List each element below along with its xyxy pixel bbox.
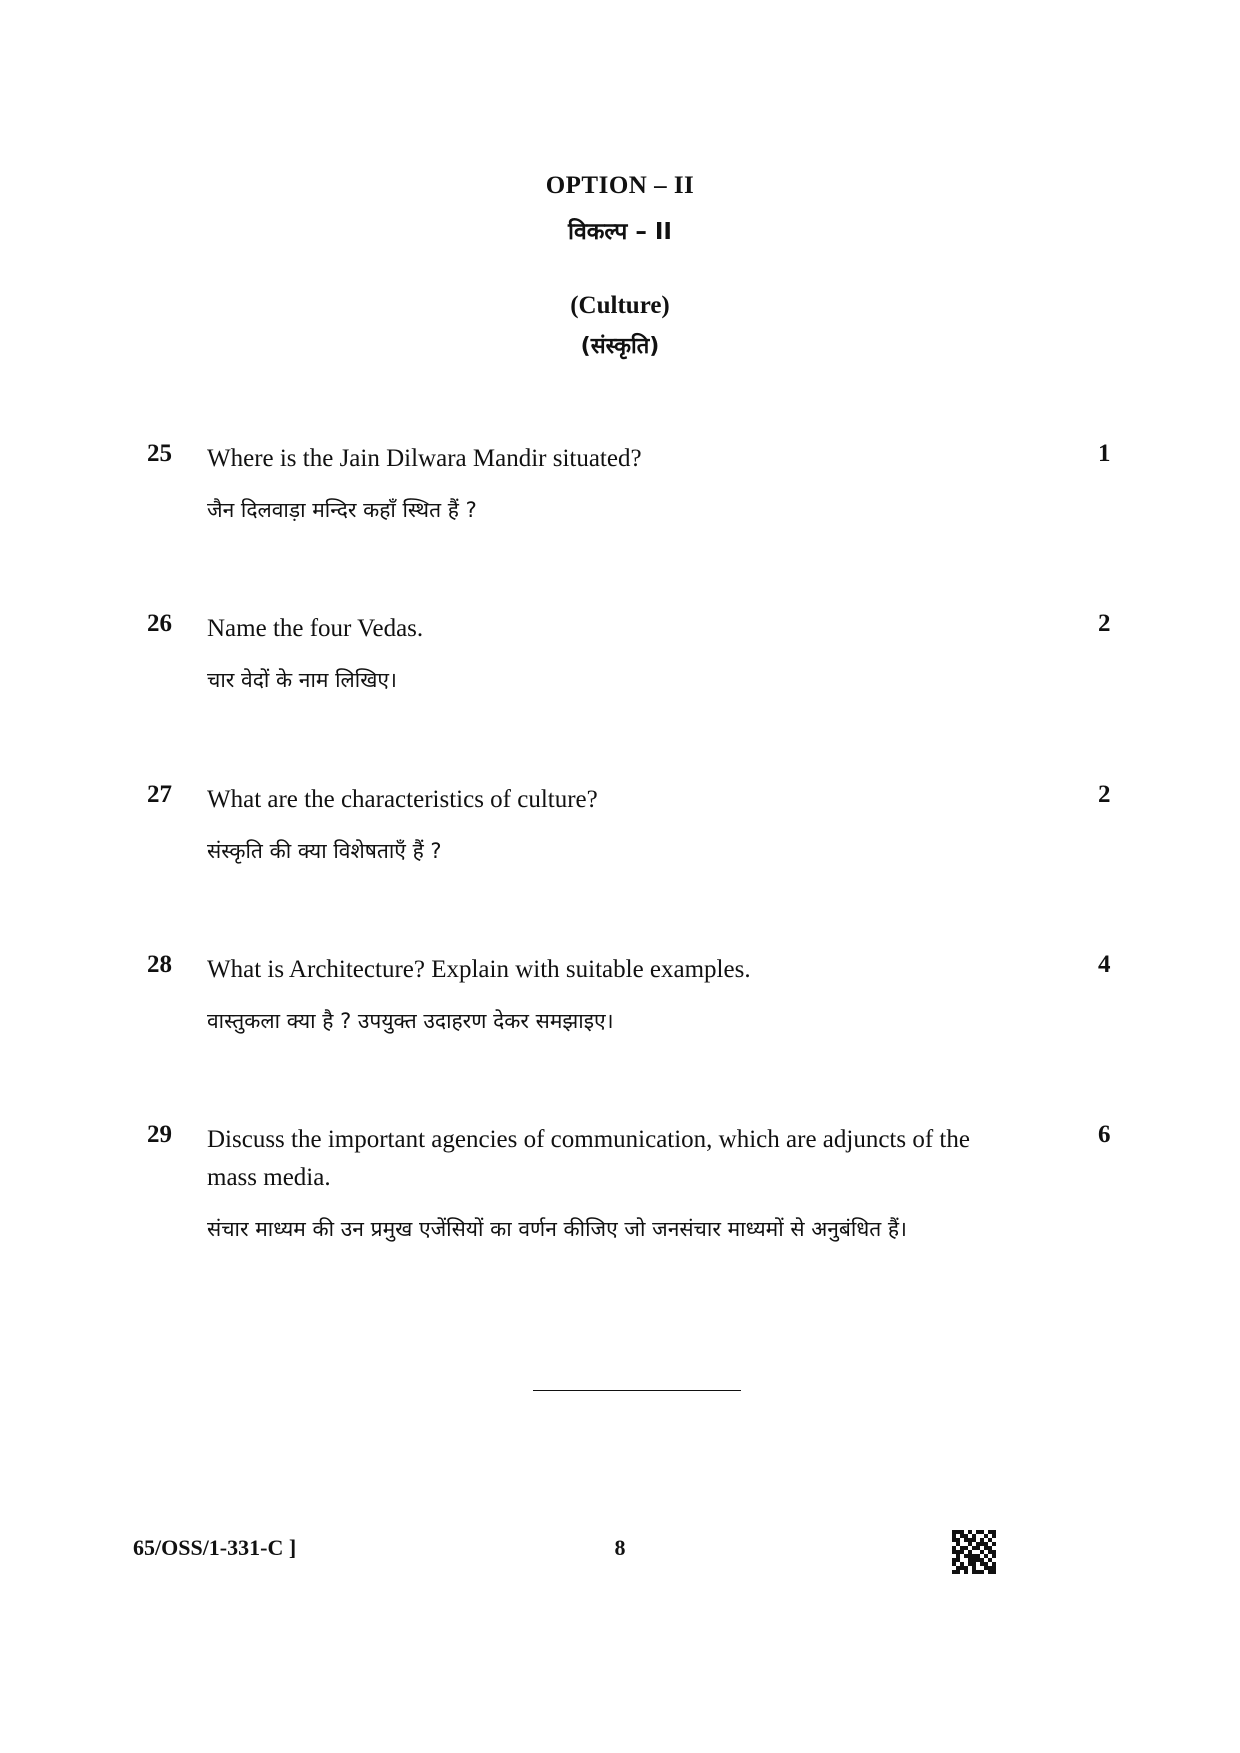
section-title-hindi: (संस्कृति) — [580, 334, 660, 359]
option-title: OPTION – II — [545, 172, 695, 199]
question-text: What are the characteristics of culture? — [207, 786, 598, 813]
option-title-hindi: विकल्प – II — [568, 219, 672, 245]
page-number: 8 — [614, 1535, 626, 1560]
question-marks: 6 — [1098, 1121, 1111, 1148]
question-text-hindi: संस्कृति की क्या विशेषताएँ हैं ? — [207, 839, 442, 863]
question-text: Discuss the important agencies of communication, which are adjuncts of the mass media. — [207, 1126, 970, 1191]
question-marks: 1 — [1098, 440, 1111, 467]
question-text: What is Architecture? Explain with suitable examples. — [207, 956, 751, 983]
question-text: Where is the Jain Dilwara Mandir situated? — [207, 445, 642, 472]
question-number: 28 — [147, 951, 172, 978]
question-text-hindi: चार वेदों के नाम लिखिए। — [207, 668, 397, 692]
question-marks: 2 — [1098, 610, 1111, 637]
question-marks: 2 — [1098, 781, 1111, 808]
question-text-hindi: वास्तुकला क्या है ? उपयुक्त उदाहरण देकर समझाइए। — [207, 1009, 614, 1033]
qr-code-icon — [952, 1530, 996, 1574]
question-text-hindi: संचार माध्यम की उन प्रमुख एजेंसियों का वर्णन कीजिए जो जनसंचार माध्यमों से अनुबंधित हैं। — [207, 1217, 907, 1241]
question-number: 26 — [147, 610, 172, 637]
end-of-paper-rule — [533, 1390, 741, 1391]
question-number: 25 — [147, 440, 172, 467]
question-text-hindi: जैन दिलवाड़ा मन्दिर कहाँ स्थित हैं ? — [207, 498, 477, 522]
question-number: 29 — [147, 1121, 172, 1148]
question-number: 27 — [147, 781, 172, 808]
section-title: (Culture) — [570, 292, 670, 319]
question-marks: 4 — [1098, 951, 1111, 978]
paper-code: 65/OSS/1-331-C ] — [133, 1535, 297, 1560]
question-text: Name the four Vedas. — [207, 615, 424, 642]
